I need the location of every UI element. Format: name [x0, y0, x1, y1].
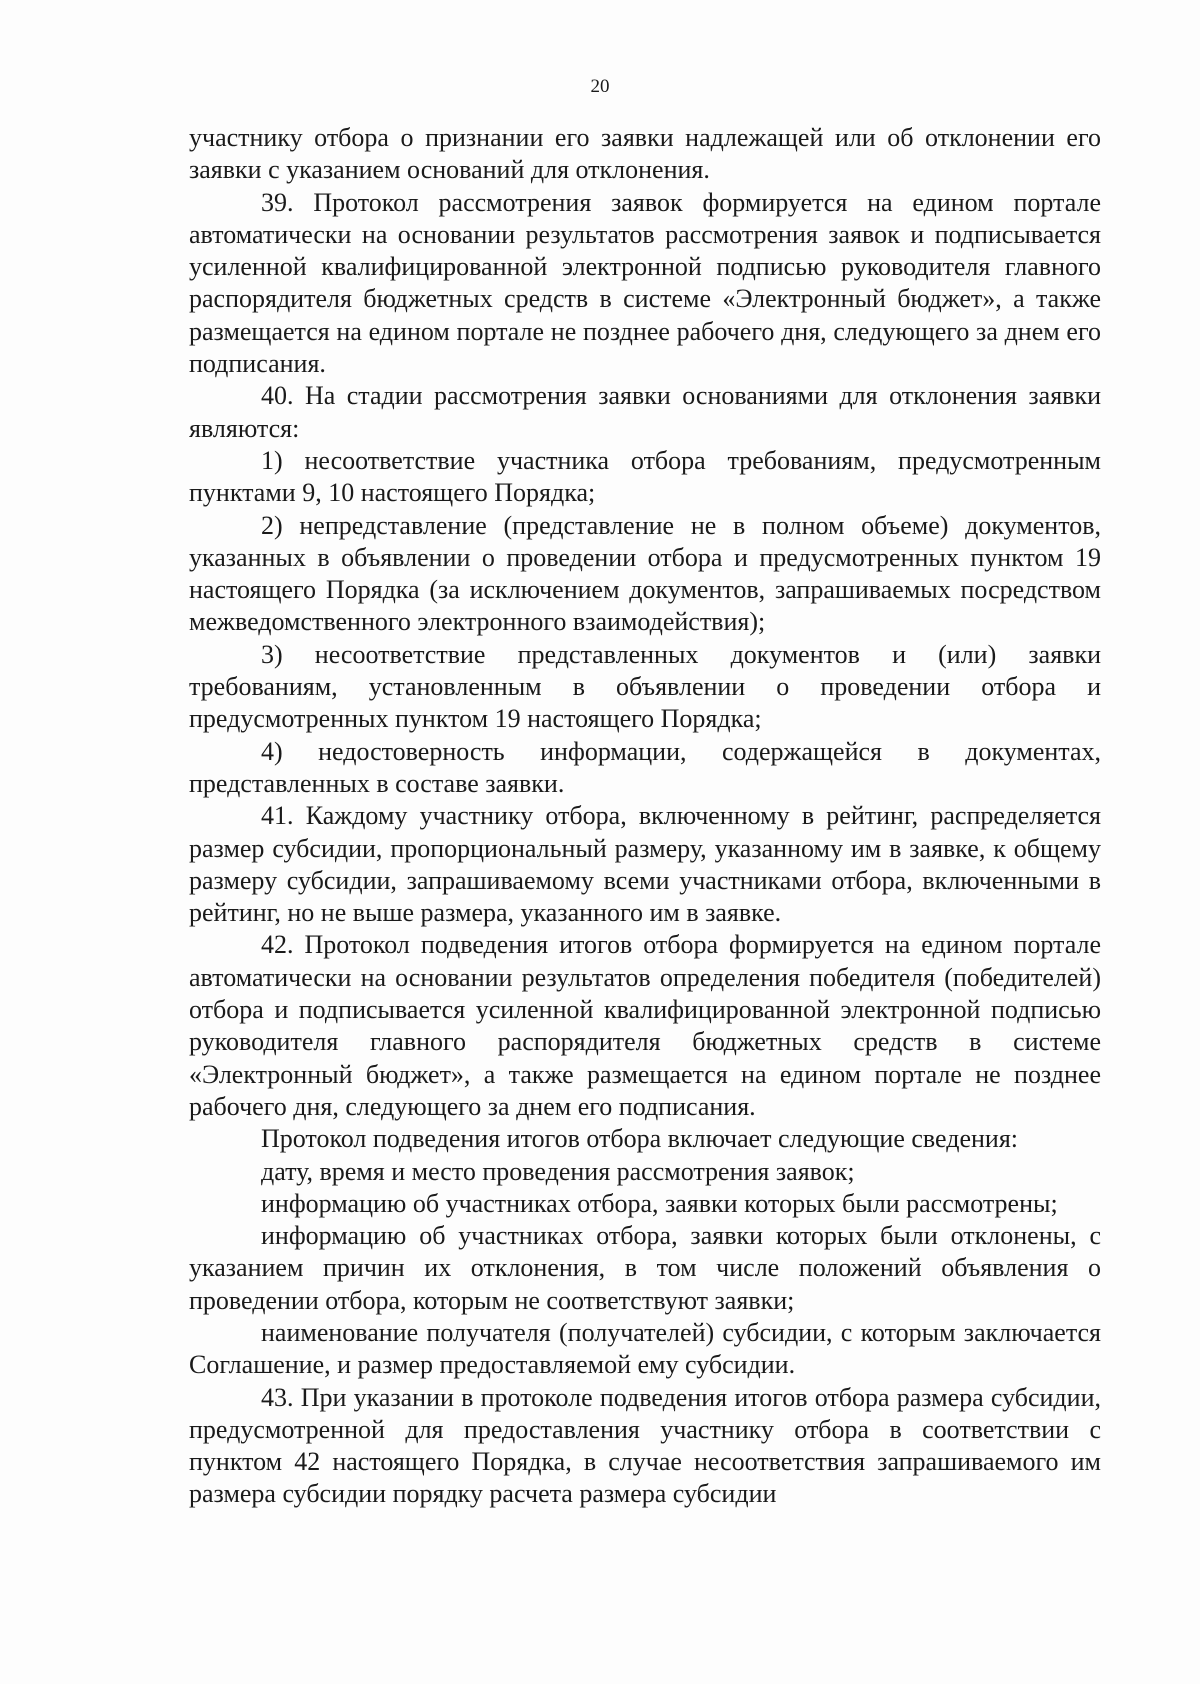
list-item-40-3: 3) несоответствие представленных документов и (или) заявки требованиям, установленным в объявлении о проведении отбора и предусмотренных пунктом 19 настоящего Порядка;: [189, 639, 1101, 734]
document-body: [189, 122, 1101, 1511]
list-item-40-1: 1) несоответствие участника отбора требованиям, предусмотренным пунктами 9, 10 настоящего Порядка;: [189, 445, 1101, 508]
paragraph-40: 40. На стадии рассмотрения заявки основаниями для отклонения заявки являются:: [189, 381, 1101, 443]
list-item-42-reviewed: информацию об участниках отбора, заявки которых были рассмотрены;: [261, 1188, 1058, 1218]
paragraph-continuation: участнику отбора о признании его заявки надлежащей или об отклонении его заявки с указанием оснований для отклонения.: [189, 123, 1101, 185]
list-item-40-2: 2) непредставление (представление не в полном объеме) документов, указанных в объявлении о проведении отбора и предусмотренных пунктом 19 настоящего Порядка (за исключением документов, запрашиваемых посредством межведомственного электронного взаимодействия);: [189, 510, 1101, 637]
list-item-42-recipient: наименование получателя (получателей) субсидии, с которым заключается Соглашение, и размер предоставляемой ему субсидии.: [189, 1317, 1101, 1380]
list-item-40-4: 4) недостоверность информации, содержащейся в документах, представленных в составе заявки.: [189, 736, 1101, 798]
paragraph-43: 43. При указании в протоколе подведения итогов отбора размера субсидии, предусмотренной для предоставления участнику отбора в соответствии с пунктом 42 настоящего Порядка, в случае несоответствия запрашиваемого им размера субсидии порядку расчета размера субсидии: [189, 1382, 1101, 1509]
list-item-42-date: дату, время и место проведения рассмотрения заявок;: [261, 1156, 855, 1186]
paragraph-42-intro: Протокол подведения итогов отбора включает следующие сведения:: [261, 1124, 1018, 1154]
paragraph-39: 39. Протокол рассмотрения заявок формируется на едином портале автоматически на основании результатов рассмотрения заявок и подписывается усиленной квалифицированной электронной подписью руководителя главного распорядителя бюджетных средств в системе «Электронный бюджет», а также размещается на едином портале не позднее рабочего дня, следующего за днем его подписания.: [189, 187, 1101, 379]
paragraph-42: 42. Протокол подведения итогов отбора формируется на едином портале автоматически на основании результатов определения победителя (победителей) отбора и подписывается усиленной квалифицированной электронной подписью руководителя главного распорядителя бюджетных средств в системе «Электронный бюджет», а также размещается на едином портале не позднее рабочего дня, следующего за днем его подписания.: [189, 930, 1101, 1121]
list-item-42-rejected: информацию об участниках отбора, заявки которых были отклонены, с указанием причин их отклонения, в том числе положений объявления о проведении отбора, которым не соответствуют заявки;: [189, 1221, 1101, 1315]
page-number: 20: [590, 76, 610, 97]
paragraph-41: 41. Каждому участнику отбора, включенному в рейтинг, распределяется размер субсидии, пропорциональный размеру, указанному им в заявке, к общему размеру субсидии, запрашиваемому всеми участниками отбора, включенными в рейтинг, но не выше размера, указанного им в заявке.: [189, 801, 1101, 928]
